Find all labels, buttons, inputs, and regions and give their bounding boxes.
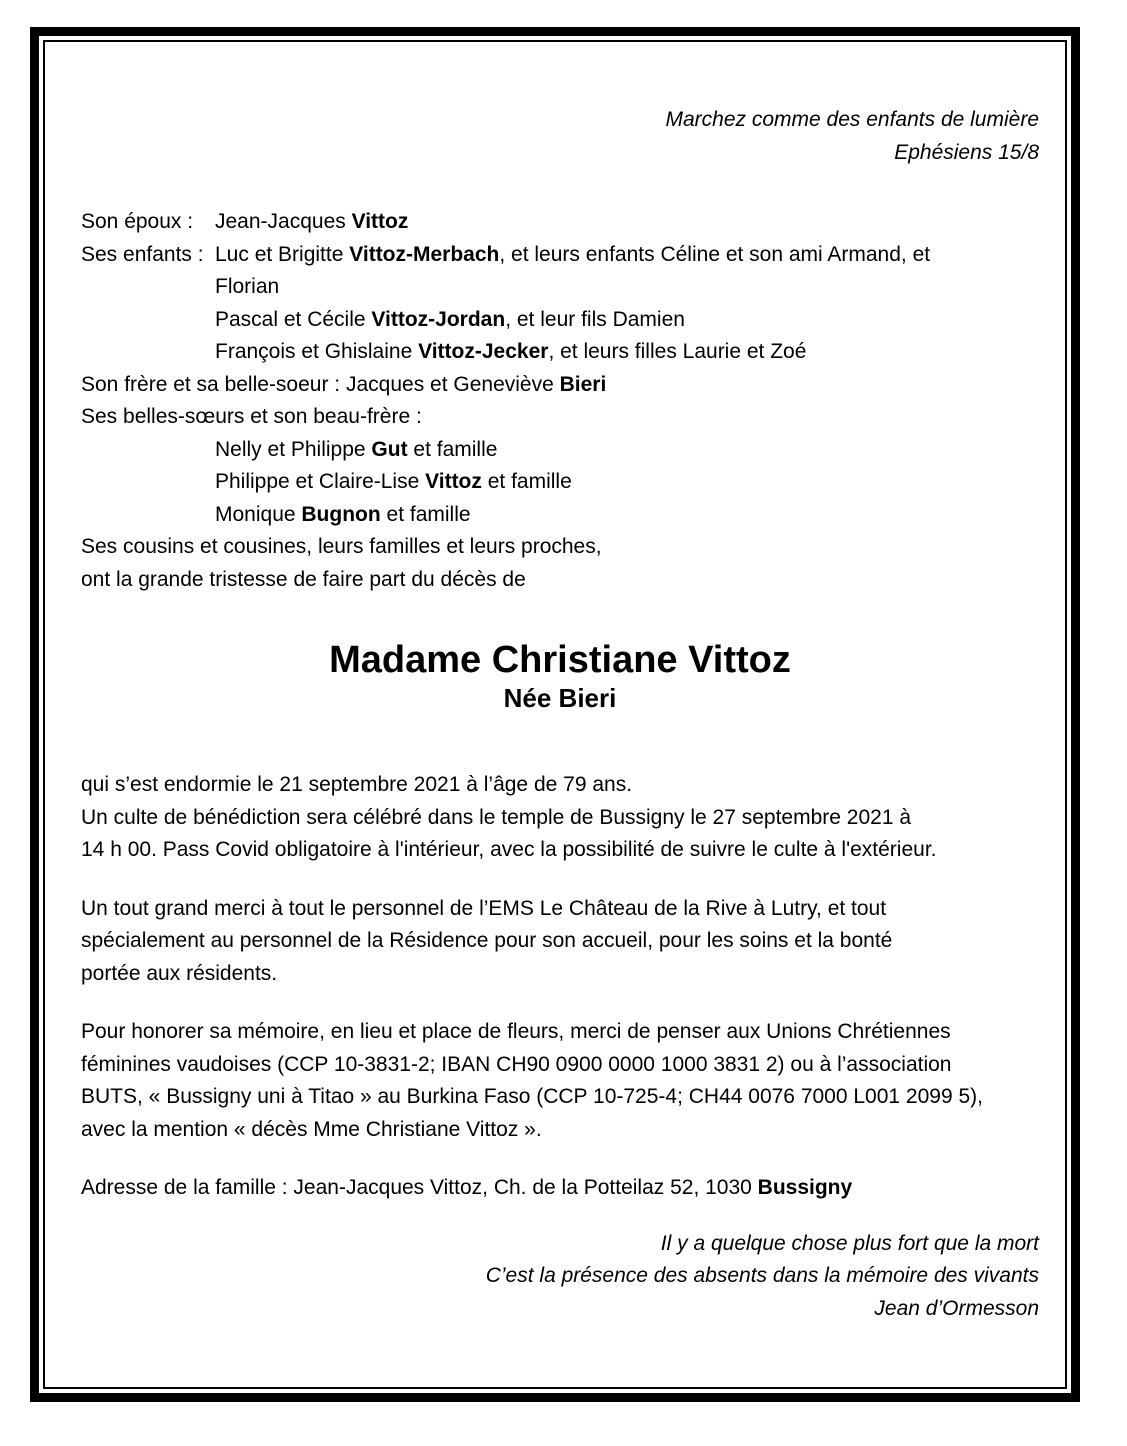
paragraph-line: BUTS, « Bussigny uni à Titao » au Burkina Faso (CCP 10-725-4; CH44 0076 7000 L001 2099 5), <box>81 1085 983 1108</box>
family-list <box>81 206 1039 596</box>
closing-quote-line-1: Il y a quelque chose plus fort que la mort <box>660 1231 1039 1255</box>
closing-quote-line-2: C’est la présence des absents dans la mémoire des vivants <box>485 1264 1039 1287</box>
family-line-children-cont: Florian <box>215 275 280 298</box>
family-line-inlaw-2: Philippe et Claire-Lise Vittoz et famille <box>215 470 572 493</box>
deceased-maiden-name: Née Bieri <box>503 683 617 713</box>
family-label-spouse: Son époux : <box>81 210 194 233</box>
epigraph-line-1: Marchez comme des enfants de lumière <box>665 108 1039 131</box>
family-address: Adresse de la famille : Jean-Jacques Vittoz, Ch. de la Potteilaz 52, 1030 Bussigny <box>81 1176 853 1199</box>
closing-quote-author: Jean d’Ormesson <box>874 1296 1039 1320</box>
family-line-inlaw-1: Nelly et Philippe Gut et famille <box>215 437 498 461</box>
epigraph-reference: Ephésiens 15/8 <box>894 140 1039 164</box>
paragraph-line: qui s’est endormie le 21 septembre 2021 à l’âge de 79 ans. <box>81 773 633 796</box>
family-line-children <box>81 239 1039 272</box>
announcement-inner-border <box>43 40 1067 1389</box>
announcement-outer-border <box>30 27 1080 1402</box>
paragraph-line: avec la mention « décès Mme Christiane Vittoz ». <box>81 1117 542 1141</box>
announcement-content <box>45 42 1065 1387</box>
family-line-child-3: François et Ghislaine Vittoz-Jecker, et leurs filles Laurie et Zoé <box>215 340 807 363</box>
family-line-cousins: Ses cousins et cousines, leurs familles et leurs proches, <box>81 535 602 558</box>
paragraph-line: 14 h 00. Pass Covid obligatoire à l'intérieur, avec la possibilité de suivre le culte à l'extérieur. <box>81 838 937 861</box>
paragraph-line: Un culte de bénédiction sera célébré dans le temple de Bussigny le 27 septembre 2021 à <box>81 805 912 829</box>
family-line-inlaw-3: Monique Bugnon et famille <box>215 502 471 526</box>
announcement-statement: ont la grande tristesse de faire part du décès de <box>81 567 526 591</box>
family-line-spouse <box>81 206 1039 239</box>
paragraph-line: féminines vaudoises (CCP 10-3831-2; IBAN CH90 0900 0000 1000 3831 2) ou à l’association <box>81 1052 952 1076</box>
deceased-name-block <box>81 638 1039 715</box>
epigraph <box>81 104 1039 169</box>
paragraph-line: Un tout grand merci à tout le personnel de l’EMS Le Château de la Rive à Lutry, et tout <box>81 896 887 920</box>
closing-quote <box>81 1228 1039 1326</box>
deceased-name: Madame Christiane Vittoz <box>329 639 791 681</box>
paragraph-line: spécialement au personnel de la Résidence pour son accueil, pour les soins et la bonté <box>81 929 893 952</box>
family-names-children: Luc et Brigitte Vittoz-Merbach, et leurs enfants Céline et son ami Armand, et <box>215 242 931 266</box>
paragraph-line: Pour honorer sa mémoire, en lieu et place de fleurs, merci de penser aux Unions Chrétiennes <box>81 1020 951 1043</box>
paragraph-death-and-service <box>81 769 1039 867</box>
paragraph-thanks <box>81 893 1039 991</box>
family-names-spouse: Jean-Jacques Vittoz <box>215 210 409 233</box>
family-address-block <box>81 1172 1039 1205</box>
family-line-inlaws-header: Ses belles-sœurs et son beau-frère : <box>81 405 422 428</box>
family-label-children: Ses enfants : <box>81 242 204 266</box>
family-line-brother: Son frère et sa belle-soeur : Jacques et Geneviève Bieri <box>81 372 607 396</box>
family-line-child-2: Pascal et Cécile Vittoz-Jordan, et leur fils Damien <box>215 307 685 331</box>
paragraph-donations <box>81 1016 1039 1146</box>
paragraph-line: portée aux résidents. <box>81 961 278 985</box>
